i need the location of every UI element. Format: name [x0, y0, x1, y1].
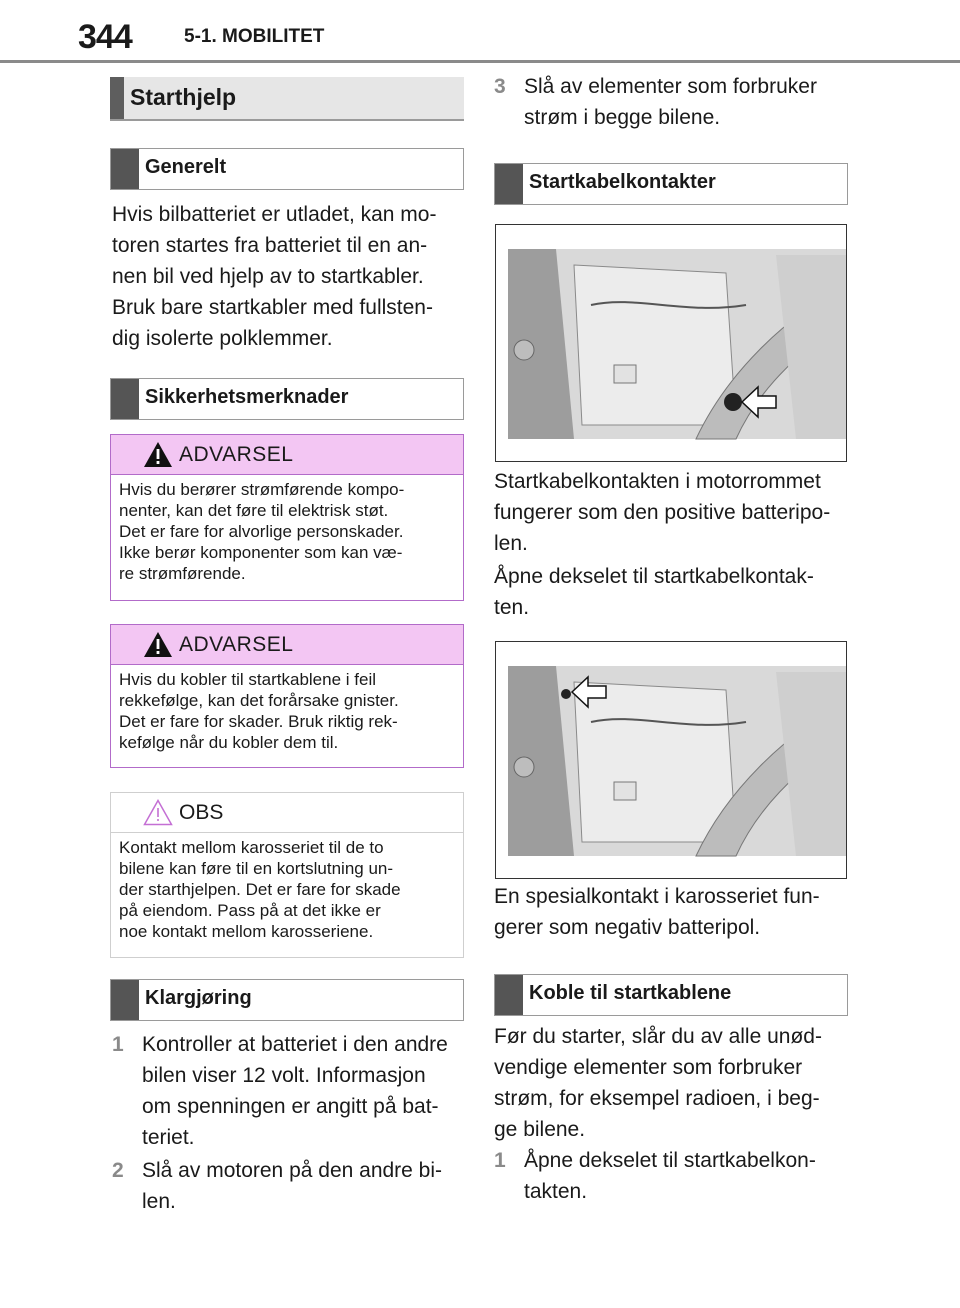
step-item: 3 Slå av elementer som forbruker strøm i begge bilene.	[494, 71, 854, 133]
heading-contacts: Startkabelkontakter	[494, 163, 848, 205]
warning-box	[110, 624, 464, 768]
note-triangle-icon	[143, 799, 173, 826]
photo1-caption: Startkabelkontakten i motorrommet fungerer som den positive batteripo- len.	[494, 470, 831, 555]
engine-bay-photo	[495, 641, 847, 879]
warning-triangle-icon	[143, 631, 173, 658]
general-text: Hvis bilbatteriet er utladet, kan mo- toren startes fra batteriet til en an- nen bil ved hjelp av to startkabler. Bruk bare startkabler med fullsten- dig isolerte polklemmer.	[112, 203, 437, 350]
photo1-instruction: Åpne dekselet til startkabelkontak- ten.	[494, 565, 814, 619]
note-box	[110, 792, 464, 958]
heading-safety: Sikkerhetsmerknader	[110, 378, 464, 420]
heading-preparation: Klargjøring	[110, 979, 464, 1021]
heading-general: Generelt	[110, 148, 464, 190]
header-divider	[0, 60, 960, 63]
step-item: 2 Slå av motoren på den andre bi- len.	[112, 1155, 472, 1217]
step-number: 1	[112, 1033, 124, 1056]
heading-connect: Koble til startkablene	[494, 974, 848, 1016]
step-item: 1 Kontroller at batteriet i den andre bilen viser 12 volt. Informasjon om spenningen er angitt på bat- teriet.	[112, 1029, 472, 1153]
section-title	[110, 77, 464, 121]
connect-text: Før du starter, slår du av alle unød- vendige elementer som forbruker strøm, for eksempel radioen, i beg- ge bilene.	[494, 1025, 822, 1141]
section-title-text: Starthjelp	[130, 84, 237, 110]
note-text: Kontakt mellom karosseriet til de to bilene kan føre til en kortslutning un- der starthjelpen. Det er fare for skade på eiendom. Pass på at det ikke er noe kontakt mellom karosseriene.	[119, 838, 401, 941]
warning-text: Hvis du kobler til startkablene i feil rekkefølge, kan det forårsake gnister. Det er fare for skader. Bruk riktig rek- kefølge når du kobler dem til.	[119, 670, 399, 752]
warning-label: ADVARSEL	[179, 633, 294, 656]
step-number: 3	[494, 75, 506, 98]
chapter-title: 5-1. MOBILITET	[184, 26, 325, 47]
warning-triangle-icon	[143, 441, 173, 468]
page-number: 344	[78, 18, 132, 56]
warning-text: Hvis du berører strømførende kompo- nenter, kan det føre til elektrisk støt. Det er fare for alvorlige personskader. Ikke berør komponenter som kan væ- re strømførende.	[119, 480, 405, 583]
photo2-caption: En spesialkontakt i karosseriet fun- gerer som negativ batteripol.	[494, 885, 820, 939]
step-number: 1	[494, 1149, 506, 1172]
step-number: 2	[112, 1159, 124, 1182]
engine-bay-photo	[495, 224, 847, 462]
note-label: OBS	[179, 801, 224, 824]
step-item: 1 Åpne dekselet til startkabelkon- takten.	[494, 1145, 854, 1207]
warning-box	[110, 434, 464, 601]
warning-label: ADVARSEL	[179, 443, 294, 466]
